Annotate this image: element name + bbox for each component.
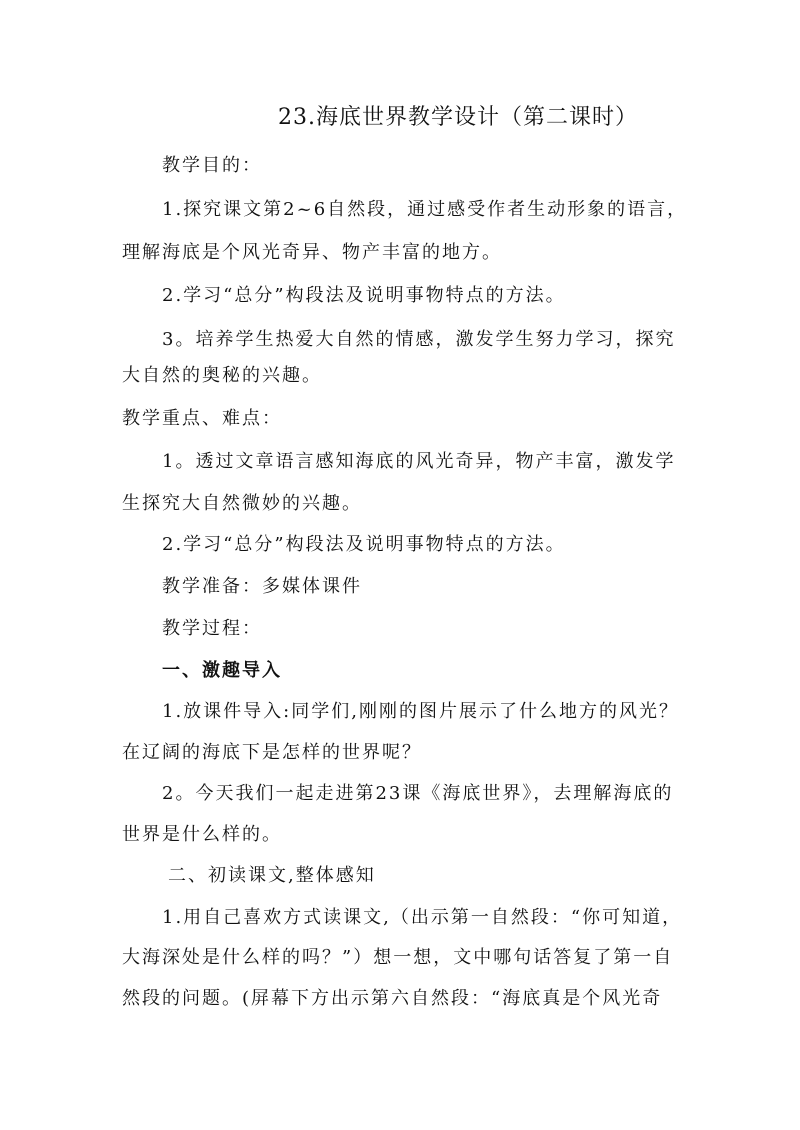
heading-teaching-aims: 教学目的： [162, 155, 262, 176]
paragraph-line: 1.探究课文第2~6自然段，通过感受作者生动形象的语言， [162, 199, 688, 220]
paragraph-line: 理解海底是个风光奇异、物产丰富的地方。 [122, 242, 502, 263]
heading-process: 教学过程： [162, 618, 262, 639]
paragraph-line: 大海深处是什么样的吗？”）想一想，文中哪句话答复了第一自 [122, 947, 674, 968]
heading-key-points: 教学重点、难点： [122, 408, 282, 429]
section-heading-2: 二、初读课文,整体感知 [168, 865, 376, 886]
paragraph-line: 在辽阔的海底下是怎样的世界呢？ [122, 742, 422, 763]
document-title: 23.海底世界教学设计（第二课时） [278, 105, 638, 130]
paragraph-line: 然段的问题。(屏幕下方出示第六自然段：“海底真是个风光奇 [122, 988, 663, 1009]
paragraph-line: 3。培养学生热爱大自然的情感，激发学生努力学习，探究 [162, 329, 676, 350]
heading-preparation: 教学准备：多媒体课件 [162, 576, 362, 597]
paragraph-line: 生探究大自然微妙的兴趣。 [122, 493, 362, 514]
paragraph-line: 2.学习“总分”构段法及说明事物特点的方法。 [162, 534, 566, 555]
paragraph-line: 1.放课件导入:同学们,刚刚的图片展示了什么地方的风光？ [162, 701, 679, 722]
paragraph-line: 大自然的奥秘的兴趣。 [122, 365, 322, 386]
paragraph-line: 1。透过文章语言感知海底的风光奇异，物产丰富，激发学 [162, 451, 676, 472]
paragraph-line: 世界是什么样的。 [122, 824, 282, 845]
paragraph-line: 2。今天我们一起走进第23课《海底世界》，去理解海底的 [162, 783, 674, 804]
paragraph-line: 2.学习“总分”构段法及说明事物特点的方法。 [162, 285, 566, 306]
section-heading-1: 一、激趣导入 [162, 660, 282, 681]
paragraph-line: 1.用自己喜欢方式读课文,（出示第一自然段：“你可知道， [162, 907, 683, 928]
